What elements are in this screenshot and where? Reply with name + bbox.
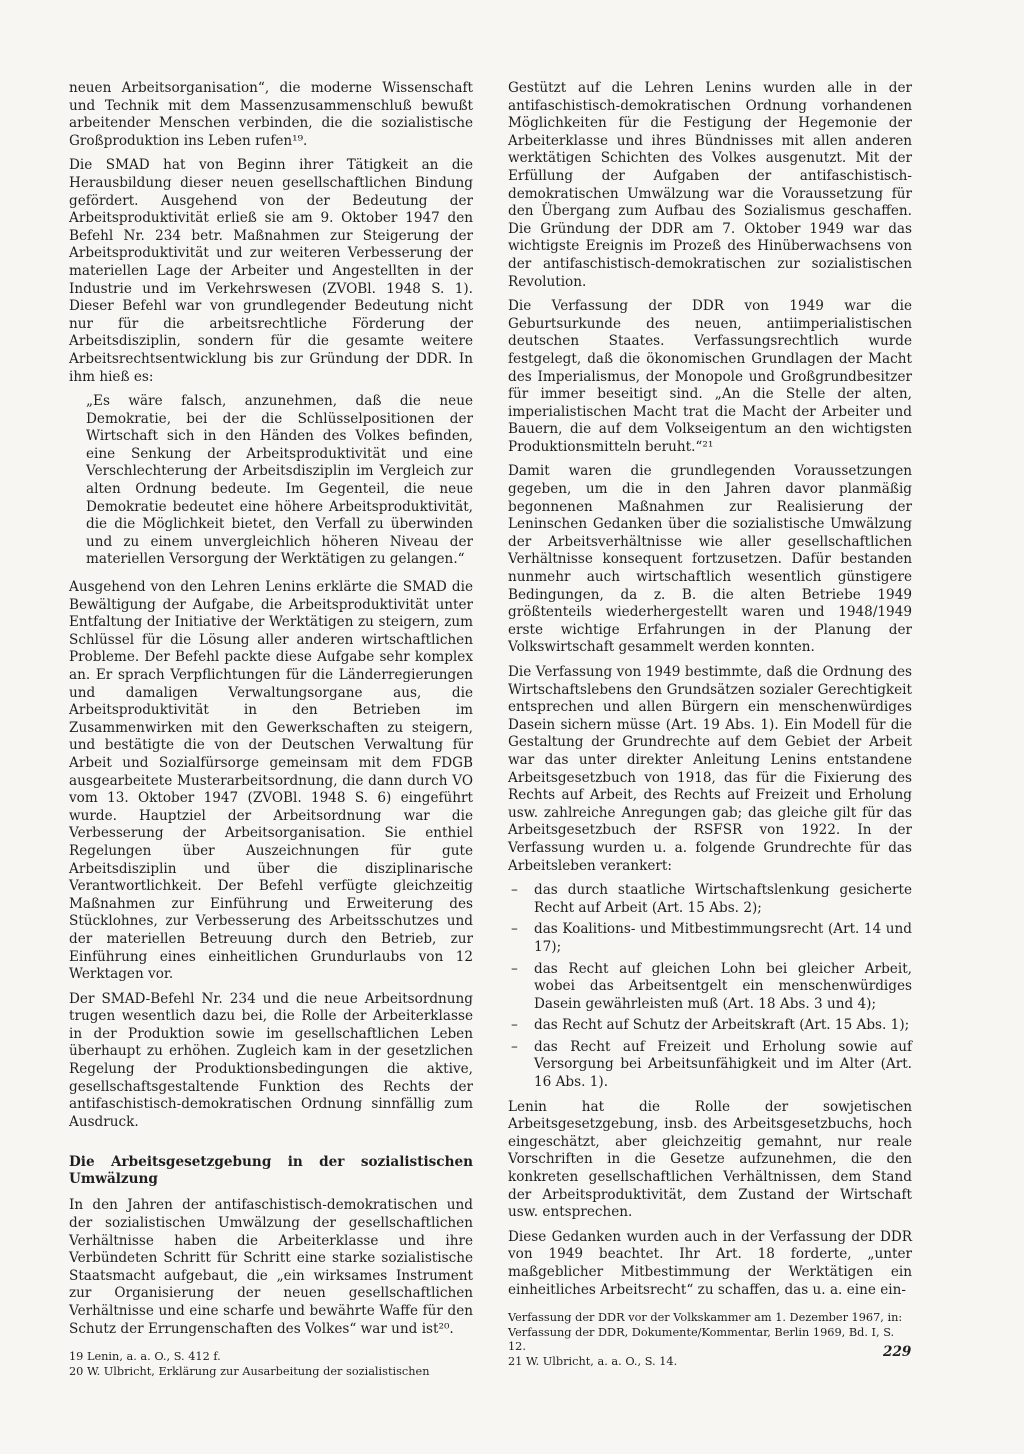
list-item: – das Recht auf Freizeit und Erholung sowie auf Versorgung bei Arbeitsunfähigkeit und im Alter (Art. 16 Abs. 1).	[508, 1039, 912, 1092]
paragraph: Damit waren die grundlegenden Voraussetzungen gegeben, um die in den Jahren davor planmäßig begonnenen Maßnahmen zur Realisierung der Leninschen Gedanken über die sozialistische Umwälzung der Arbeitsverhältnisse wie aller gesellschaftlichen Verhältnisse konsequent fortzusetzen. Dafür bestanden nunmehr auch wirtschaftlich wesentlich günstigere Bedingungen, da z. B. die alten Betriebe 1949 größtenteils wiederhergestellt waren und 1948/1949 erste wichtige Erfahrungen in der Planung der Volkswirtschaft gesammelt werden konnten.	[508, 463, 912, 656]
left-column	[69, 80, 473, 1379]
footnote-20-continued: Verfassung der DDR vor der Volkskammer am 1. Dezember 1967, in: Verfassung der DDR, Dokumente/Kommentar, Berlin 1969, Bd. I, S. 12.	[508, 1311, 903, 1354]
paragraph: In den Jahren der antifaschistisch-demokratischen und der sozialistischen Umwälzung der gesellschaftlichen Verhältnisse haben die Arbeiterklasse und ihre Verbündeten Schritt für Schritt eine starke sozialistische Staatsmacht aufgebaut, die „ein wirksames Instrument zur Organisierung der neuen gesellschaftlichen Verhältnisse und eine scharfe und bewährte Waffe für den Schutz der Errungenschaften des Volkes“ war und ist²⁰.	[69, 1197, 473, 1337]
footnote-20: 20 W. Ulbricht, Erklärung zur Ausarbeitung der sozialistischen	[69, 1364, 430, 1378]
right-column	[508, 80, 912, 1370]
block-quote: „Es wäre falsch, anzunehmen, daß die neue Demokratie, bei der die Schlüsselpositionen der Wirtschaft sich in den Händen des Volkes befinden, eine Senkung der Arbeitsproduktivität und eine Verschlechterung der Arbeitsdisziplin im Vergleich zur alten Ordnung bedeute. Im Gegenteil, die neue Demokratie bedeutet eine höhere Arbeitsproduktivität, die die Möglichkeit bietet, den Verfall zu überwinden und zu einem unvergleichlich höheren Niveau der materiellen Versorgung der Werktätigen zu gelangen.“	[86, 393, 473, 568]
paragraph: Die Verfassung von 1949 bestimmte, daß die Ordnung des Wirtschaftslebens den Grundsätzen sozialer Gerechtigkeit entsprechen und allen Bürgern ein menschenwürdiges Dasein sichern müsse (Art. 19 Abs. 1). Ein Modell für die Gestaltung der Grundrechte auf dem Gebiet der Arbeit war das unter direkter Anleitung Lenins entstandene Arbeitsgesetzbuch von 1918, das für die Fixierung des Rechts auf Arbeit, des Rechts auf Freizeit und Erholung usw. zahlreiche Anregungen gab; das gleiche gilt für das Arbeitsgesetzbuch der RSFSR von 1922. In der Verfassung wurden u. a. folgende Grundrechte für das Arbeitsleben verankert:	[508, 664, 912, 874]
page-number: 229	[883, 1344, 912, 1360]
list-item: – das Recht auf Schutz der Arbeitskraft (Art. 15 Abs. 1);	[508, 1017, 912, 1035]
list-item: – das Recht auf gleichen Lohn bei gleicher Arbeit, wobei das Arbeitsentgelt ein menschenwürdiges Dasein gewährleisten muß (Art. 18 Abs. 3 und 4);	[508, 961, 912, 1014]
list-item: – das Koalitions- und Mitbestimmungsrecht (Art. 14 und 17);	[508, 921, 912, 956]
paragraph: Die Verfassung der DDR von 1949 war die Geburtsurkunde des neuen, antiimperialistischen deutschen Staates. Verfassungsrechtlich wurde festgelegt, daß die ökonomischen Grundlagen der Macht des Imperialismus, der Monopole und Großgrundbesitzer für immer beseitigt sind. „An die Stelle der alten, imperialistischen Macht trat die Macht der Arbeiter und Bauern, die auf dem Volkseigentum an den wichtigsten Produktionsmitteln beruht.“²¹	[508, 298, 912, 455]
footnote-21: 21 W. Ulbricht, a. a. O., S. 14.	[508, 1354, 678, 1368]
footnote-19: 19 Lenin, a. a. O., S. 412 f.	[69, 1350, 221, 1364]
paragraph: Ausgehend von den Lehren Lenins erklärte die SMAD die Bewältigung der Aufgabe, die Arbeitsproduktivität unter Entfaltung der Initiative der Werktätigen zu steigern, zum Schlüssel für die Lösung aller anderen wirtschaftlichen Probleme. Der Befehl packte diese Aufgabe sehr komplex an. Er sprach Verpflichtungen für die Länderregierungen und damaligen Verwaltungsorgane aus, die Arbeitsproduktivität in den Betrieben im Zusammenwirken mit den Gewerkschaften zu steigern, und bestätigte die von der Deutschen Verwaltung für Arbeit und Sozialfürsorge gemeinsam mit dem FDGB ausgearbeitete Musterarbeitsordnung, die dann durch VO vom 13. Oktober 1947 (ZVOBl. 1948 S. 6) eingeführt wurde. Hauptziel der Arbeitsordnung war die Verbesserung der Arbeitsorganisation. Sie enthiel Regelungen über Auszeichnungen für gute Arbeitsdisziplin und über die disziplinarische Verantwortlichkeit. Der Befehl verfügte gleichzeitig Maßnahmen zur Einführung und Erweiterung des Stücklohnes, zur Verbesserung des Arbeitsschutzes und der materiellen Betreuung durch den Betrieb, zur Einführung eines einheitlichen Grundurlaubs von 12 Werktagen vor.	[69, 579, 473, 983]
footnotes-left	[69, 1350, 473, 1379]
paragraph: Diese Gedanken wurden auch in der Verfassung der DDR von 1949 beachtet. Ihr Art. 18 forderte, „unter maßgeblicher Mitbestimmung der Werktätigen ein einheitliches Arbeitsrecht“ zu schaffen, das u. a. eine ein-	[508, 1228, 912, 1298]
footnotes-right	[508, 1311, 912, 1369]
paragraph: neuen Arbeitsorganisation“, die moderne Wissenschaft und Technik mit dem Massenzusammenschluß bewußt arbeitender Menschen verbinden, die die sozialistische Großproduktion ins Leben rufen¹⁹.	[69, 80, 473, 149]
section-heading: Die Arbeitsgesetzgebung in der sozialistischen Umwälzung	[69, 1154, 473, 1188]
paragraph: Gestützt auf die Lehren Lenins wurden alle in der antifaschistisch-demokratischen Ordnung vorhandenen Möglichkeiten für die Festigung der Hegemonie der Arbeiterklasse und ihres Bündnisses mit allen anderen werktätigen Schichten des Volkes ausgenutzt. Mit der Erfüllung der Aufgaben der antifaschistisch-demokratischen Umwälzung war die Voraussetzung für den Übergang zum Aufbau des Sozialismus geschaffen. Die Gründung der DDR am 7. Oktober 1949 war das wichtigste Ereignis im Prozeß des Hinüberwachsens von der antifaschistisch-demokratischen zur sozialistischen Revolution.	[508, 80, 912, 290]
list-item: – das durch staatliche Wirtschaftslenkung gesicherte Recht auf Arbeit (Art. 15 Abs. 2);	[508, 882, 912, 917]
paragraph: Lenin hat die Rolle der sowjetischen Arbeitsgesetzgebung, insb. des Arbeitsgesetzbuchs, hoch eingeschätzt, aber gleichzeitig gemahnt, nur reale Vorschriften in die Gesetze aufzunehmen, die den konkreten gesellschaftlichen Verhältnissen, dem Stand der Arbeitsproduktivität, dem Zustand der Wirtschaft usw. entsprechen.	[508, 1098, 912, 1221]
rights-list	[508, 882, 912, 1092]
paragraph: Der SMAD-Befehl Nr. 234 und die neue Arbeitsordnung trugen wesentlich dazu bei, die Rolle der Arbeiterklasse in der Produktion sowie im gesellschaftlichen Leben überhaupt zu erhöhen. Zugleich kam in der gesetzlichen Regelung der Produktionsbedingungen die aktive, gesellschaftsgestaltende Funktion des Rechts der antifaschistisch-demokratischen Ordnung sinnfällig zum Ausdruck.	[69, 990, 473, 1130]
paragraph: Die SMAD hat von Beginn ihrer Tätigkeit an die Herausbildung dieser neuen gesellschaftlichen Bindung gefördert. Ausgehend von der Bedeutung der Arbeitsproduktivität erließ sie am 9. Oktober 1947 den Befehl Nr. 234 betr. Maßnahmen zur Steigerung der Arbeitsproduktivität und zur weiteren Verbesserung der materiellen Lage der Arbeiter und Angestellten in der Industrie und im Verkehrswesen (ZVOBl. 1948 S. 1). Dieser Befehl war von grundlegender Bedeutung nicht nur für die arbeitsrechtliche Förderung der Arbeitsdisziplin, sondern für die gesamte weitere Arbeitsrechtsentwicklung bis zur Gründung der DDR. In ihm hieß es:	[69, 157, 473, 385]
